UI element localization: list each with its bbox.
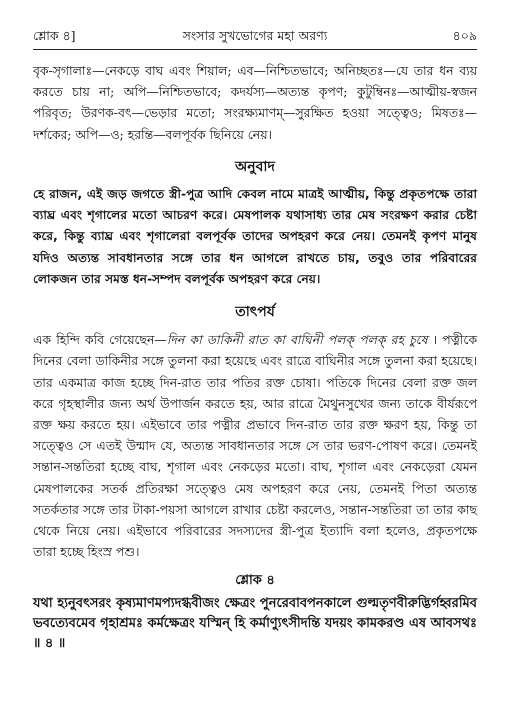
chapter-title: সংসার সুখভোগের মহা অরণ্য <box>182 28 328 43</box>
page-content <box>33 60 477 654</box>
purport-intro: এক হিন্দি কবি গেয়েছেন— <box>33 332 167 348</box>
sanskrit-verse: যথা হ্যনুবৎসরং কৃষ্যমাণমপ্যদগ্ধবীজং ক্ষেত্রং পুনরেবাবপনকালে গুল্মতৃণবীরুদ্ভির্গহ্বরমিব ভবত্যেবমেব গৃহাশ্রমঃ কর্মক্ষেত্রং যস্মিন্ হি কর্মাণ্যুৎসীদন্তি যদয়ং কামকরণ্ড এষ আবসথঃ ॥ ৪ ॥ <box>33 595 477 651</box>
purport-paragraph <box>33 329 477 562</box>
purport-body: । পত্নীকে দিনের বেলা ডাকিনীর সঙ্গে তুলনা করা হয়েছে এবং রাত্রে বাঘিনীর সঙ্গে তুলনা করা হয়েছে। তার একমাত্র কাজ হচ্ছে দিন-রাত তার পতির রক্ত চোষা। পতিকে দিনের বেলা রক্ত জল করে গৃহস্থালীর জন্য অর্থ উপার্জন করতে হয়, আর রাত্রে মৈথুনসুখের জন্য তাকে বীর্যরূপে রক্ত ক্ষয় করতে হয়। এইভাবে তার পত্নীর প্রভাবে দিন-রাত তার রক্ত ক্ষরণ হয়, কিন্তু তা সত্ত্বেও সে এতই উন্মাদ যে, অত্যন্ত সাবধানতার সঙ্গে সে তার ভরণ-পোষণ করে। তেমনই সন্তান-সন্ততিরা হচ্ছে বাঘ, শৃগাল এবং নেকড়ের মতো। বাঘ, শৃগাল এবং নেকড়েরা যেমন মেষপালকের সতর্ক প্রতিরক্ষা সত্ত্বেও মেষ অপহরণ করে নেয়, তেমনই পিতা অত্যন্ত সতর্কতার সঙ্গে তার টাকা-পয়সা আগলে রাখার চেষ্টা করলেও, সন্তান-সন্ততিরা তা তার কাছ থেকে নিয়ে নেয়। এইভাবে পরিবারের সদস্যদের স্ত্রী-পুত্র ইত্যাদি বলা হলেও, প্রকৃতপক্ষে তারা হচ্ছে হিংস্র পশু। <box>33 332 477 560</box>
translation-paragraph: হে রাজন, এই জড় জগতে স্ত্রী-পুত্র আদি কেবল নামে মাত্রই আত্মীয়, কিন্তু প্রকৃতপক্ষে তারা ব্যাঘ্র এবং শৃগালের মতো আচরণ করে। মেষপালক যথাসাধ্য তার মেষ সংরক্ষণ করার চেষ্টা করে, কিন্তু ব্যাঘ্র এবং শৃগালেরা বলপূর্বক তাদের অপহরণ করে নেয়। তেমনই কৃপণ মানুষ যদিও অত্যন্ত সাবধানতার সঙ্গে তার ধন আগলে রাখতে চায়, তবুও তার পরিবারের লোকজন তার সমস্ত ধন-সম্পদ বলপূর্বক অপহরণ করে নেয়। <box>33 187 477 286</box>
synonyms-paragraph: বৃক-সৃগালাঃ—নেকড়ে বাঘ এবং শিয়াল; এব—নিশ্চিতভাবে; অনিচ্ছতঃ—যে তার ধন ব্যয় করতে চায় না; অপি—নিশ্চিতভাবে; কদর্যস্য—অত্যন্ত কৃপণ; কুটুম্বিনঃ—আত্মীয়-স্বজন পরিবৃত; উরণক-বৎ—ভেড়ার মতো; সংরক্ষ্যমাণম্—সুরক্ষিত হওয়া সত্ত্বেও; মিষতঃ—দর্শকের; অপি—ও; হরন্তি—বলপূর্বক ছিনিয়ে নেয়। <box>33 63 477 142</box>
poet-quote: দিন কা ডাকিনী রাত কা বাঘিনী পলক্ পলক্ রহ চুষে <box>166 332 428 348</box>
page-number: ৪০৯ <box>452 28 477 43</box>
page-header <box>33 28 477 46</box>
translation-heading: অনুবাদ <box>235 158 275 175</box>
next-verse-heading: শ্লোক ৪ <box>235 573 275 589</box>
header-divider <box>33 49 477 50</box>
purport-heading: তাৎপর্য <box>235 304 275 321</box>
verse-reference: শ্লোক ৪] <box>33 28 76 43</box>
